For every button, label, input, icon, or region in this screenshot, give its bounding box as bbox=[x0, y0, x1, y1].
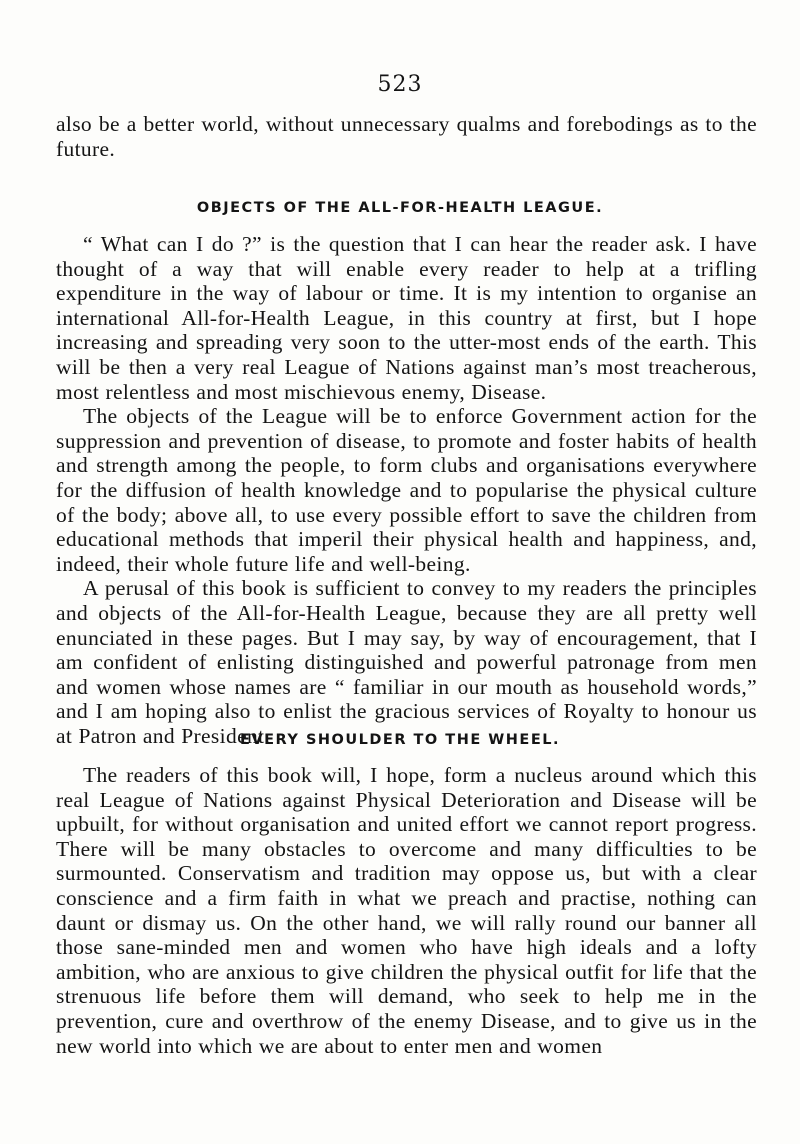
section-body-shoulder bbox=[56, 763, 757, 1058]
section-heading-shoulder: EVERY SHOULDER TO THE WHEEL. bbox=[240, 732, 560, 748]
body-paragraph: “ What can I do ?” is the question that I can hear the reader ask. I have thought of a way that will enable every reader to help at a trifling expenditure in the way of labour or time. It is my intention to organise an international All-for-Health League, in this country at first, but I hope increasing and spreading very soon to the utter-most ends of the earth. This will be then a very real League of Nations against man’s most treacherous, most relentless and most mischievous enemy, Disease. bbox=[56, 232, 757, 404]
body-paragraph: also be a better world, without unnecessary qualms and forebodings as to the future. bbox=[56, 112, 757, 161]
page-number: 523 bbox=[377, 72, 423, 97]
continuation-paragraph bbox=[56, 112, 757, 161]
section-heading-objects: OBJECTS OF THE ALL-FOR-HEALTH LEAGUE. bbox=[196, 200, 604, 216]
section-body-objects bbox=[56, 232, 757, 748]
body-paragraph: The readers of this book will, I hope, form a nucleus around which this real League of Nations against Physical Deterioration and Disease will be upbuilt, for without organisation and united effort we cannot report progress. There will be many obstacles to overcome and many difficulties to be surmounted. Conservatism and tradition may oppose us, but with a clear conscience and a firm faith in what we preach and practise, nothing can daunt or dismay us. On the other hand, we will rally round our banner all those sane-minded men and women who have high ideals and a lofty ambition, who are anxious to give children the physical outfit for life that the strenuous life before them will demand, who seek to help me in the prevention, cure and overthrow of the enemy Disease, and to give us in the new world into which we are about to enter men and women bbox=[56, 763, 757, 1058]
body-paragraph: The objects of the League will be to enforce Government action for the suppression and prevention of disease, to promote and foster habits of health and strength among the people, to form clubs and organisations everywhere for the diffusion of health knowledge and to popularise the physical culture of the body; above all, to use every possible effort to save the children from educational methods that imperil their physical health and happiness, and, indeed, their whole future life and well-being. bbox=[56, 404, 757, 576]
body-paragraph: A perusal of this book is sufficient to convey to my readers the principles and objects of the All-for-Health League, because they are all pretty well enunciated in these pages. But I may say, by way of encouragement, that I am confident of enlisting distinguished and powerful patronage from men and women whose names are “ familiar in our mouth as household words,” and I am hoping also to enlist the gracious services of Royalty to honour us at Patron and President. bbox=[56, 576, 757, 748]
